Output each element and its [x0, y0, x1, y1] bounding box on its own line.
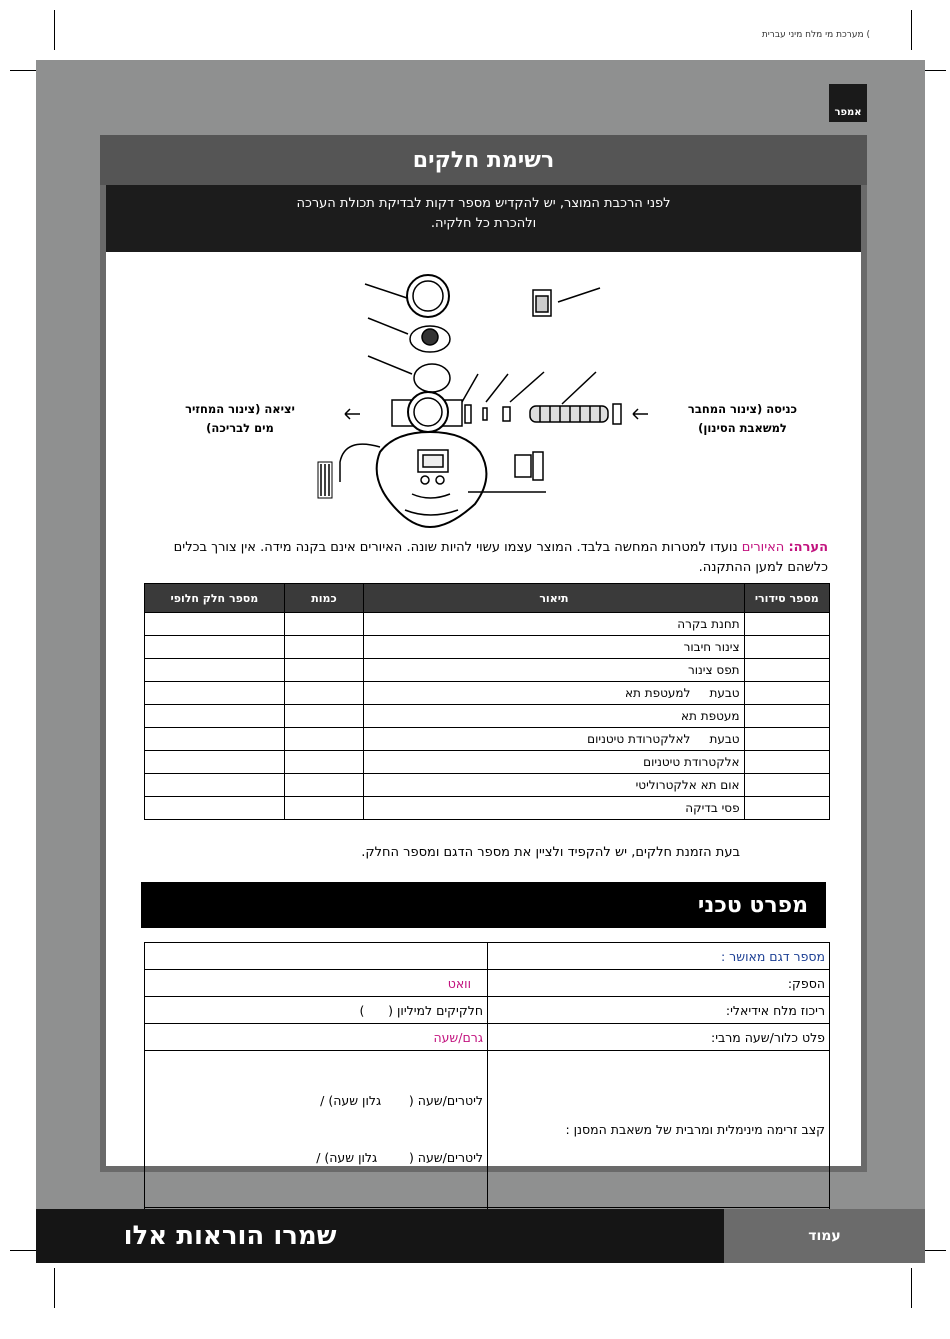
product-illustration	[300, 272, 660, 542]
spec-label: מספר דגם מאושר :	[488, 943, 830, 970]
note-text: נועדו למטרות המחשה בלבד. המוצר עצמו עשוי להיות שונה. האיורים אינם בקנה מידה. אין צורך בכלים כלשהם למען ההתקנה.	[173, 540, 828, 575]
col-quantity: כמות	[284, 584, 363, 613]
spec-value: גרם/שעה	[145, 1024, 488, 1051]
table-row	[145, 705, 830, 728]
table-row	[145, 997, 830, 1024]
table-row	[145, 751, 830, 774]
inlet-label-line1: כניסה (צינור המחבר	[687, 402, 798, 416]
part-description: תפס צינור	[364, 659, 744, 682]
col-description: תיאור	[364, 584, 744, 613]
table-row	[145, 1051, 830, 1208]
crop-mark	[911, 10, 912, 50]
crop-mark	[54, 10, 55, 50]
crop-mark	[911, 1268, 912, 1308]
inlet-label-line2: למשאבת הסינון)	[698, 421, 787, 435]
spec-value-line2: ליטרים/שעה ( גלון שעה) /	[316, 1150, 483, 1165]
col-part-number: מספר חלק חלופי	[145, 584, 285, 613]
spec-value: חלקיקים למיליון ( )	[145, 997, 488, 1024]
parts-table	[144, 583, 830, 820]
outlet-label	[175, 400, 305, 438]
part-description: אלקטרודת טיטניום	[364, 751, 744, 774]
footer-page-label: עמוד	[724, 1209, 925, 1263]
parts-list-title: רשימת חלקים	[100, 135, 867, 185]
table-row	[145, 613, 830, 636]
footer-title: שמרו הוראות אלו	[123, 1221, 337, 1251]
running-header: ) מערכת מי מלח מיני עברית	[761, 30, 870, 40]
note-highlight: האיורים	[741, 540, 785, 555]
note-key: הערה:	[788, 540, 828, 555]
crop-mark	[54, 1268, 55, 1308]
spec-value	[145, 943, 488, 970]
table-row	[145, 774, 830, 797]
part-description: צינור חיבור	[364, 636, 744, 659]
outlet-label-line1: יציאה (צינור המחזיר	[185, 402, 295, 416]
parts-intro-line1: לפני הרכבת המוצר, יש להקדיש מספר דקות לבדיקת תכולת הערכה	[296, 196, 671, 211]
part-description: אום תא אלקטרוליטי	[364, 774, 744, 797]
parts-intro	[106, 185, 861, 252]
table-row	[145, 636, 830, 659]
table-row	[145, 970, 830, 997]
spec-label: ריכוז מלח אידיאלי:	[488, 997, 830, 1024]
part-description: טבעת לאלקטרודת טיטניום	[364, 728, 744, 751]
spec-value: וואט	[145, 970, 488, 997]
table-row	[145, 659, 830, 682]
page-tag: אמפר	[829, 84, 867, 122]
outlet-label-line2: מים לבריכה)	[206, 421, 274, 435]
parts-intro-line2: ולהכרת כל חלקיה.	[430, 216, 537, 231]
part-description: תחנת בקרה	[364, 613, 744, 636]
illustration-note	[160, 538, 828, 578]
table-row	[145, 728, 830, 751]
parts-table-header	[145, 584, 830, 613]
inlet-label	[680, 400, 805, 438]
part-description: פסי בדיקה	[364, 797, 744, 820]
col-serial: מספר סידורי	[744, 584, 829, 613]
table-row	[145, 943, 830, 970]
part-description: טבעת למעטפת תא	[364, 682, 744, 705]
table-row	[145, 797, 830, 820]
table-row	[145, 1024, 830, 1051]
spec-value	[145, 1051, 488, 1208]
spec-label: הספק:	[488, 970, 830, 997]
spec-label: פלט כלור/שעה מרבי:	[488, 1024, 830, 1051]
table-row	[145, 682, 830, 705]
part-description: מעטפת תא	[364, 705, 744, 728]
spec-label: קצב זרימה מינימלית ומרבית של משאבת המסנן :	[488, 1051, 830, 1208]
order-note: בעת הזמנת חלקים, יש להקפיד ולציין את מספר הדגם ומספר החלק.	[361, 845, 740, 860]
spec-title: מפרט טכני	[141, 882, 826, 928]
spec-value-line1: ליטרים/שעה ( גלון שעה) /	[320, 1093, 483, 1108]
